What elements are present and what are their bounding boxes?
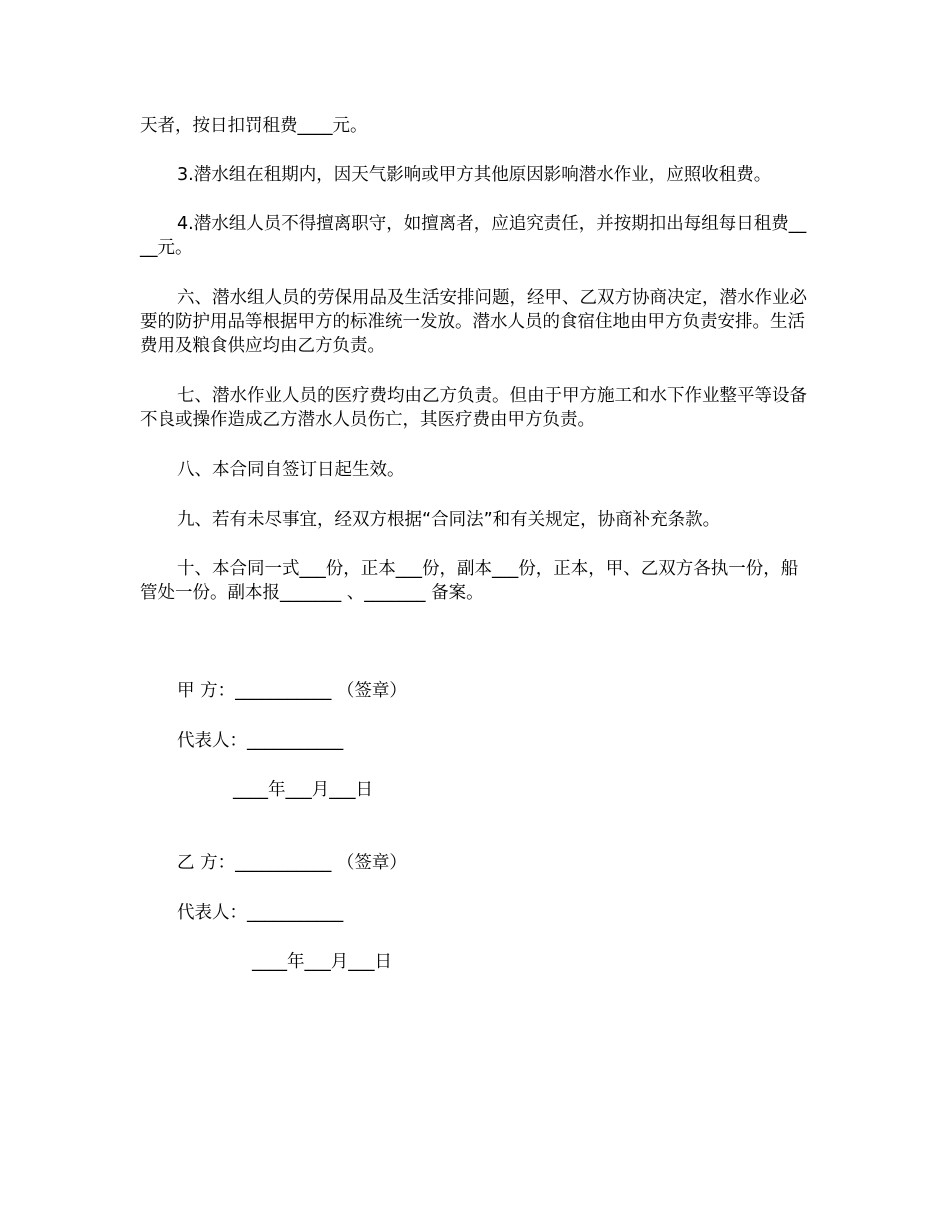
- paragraph-article-6: 六、潜水组人员的劳保用品及生活安排问题，经甲、乙双方协商决定，潜水作业必要的防护用品等根据甲方的标准统一发放。潜水人员的食宿住地由甲方负责安排。生活费用及粮食供应均由乙方负责。: [140, 288, 807, 356]
- party-a-representative-line: 代表人：___________: [177, 731, 344, 751]
- paragraph-article-8: 八、本合同自签订日起生效。: [177, 460, 405, 480]
- paragraph-article-10: 十、本合同一式___份，正本___份，副本___份，正本，甲、乙双方各执一份，船管处一份。副本报_______ 、_______ 备案。: [140, 559, 799, 603]
- party-b-date-line: ____年___月___日: [252, 952, 392, 972]
- paragraph-article-7: 七、潜水作业人员的医疗费均由乙方负责。但由于甲方施工和水下作业整平等设备不良或操作造成乙方潜水人员伤亡，其医疗费由甲方负责。: [140, 386, 807, 430]
- paragraph-penalty-continuation: 天者，按日扣罚租费____元。: [140, 116, 368, 136]
- paragraph-article-9: 九、若有未尽事宜，经双方根据“合同法”和有关规定，协商补充条款。: [177, 510, 721, 530]
- party-a-date-line: ____年___月___日: [233, 780, 373, 800]
- paragraph-clause-3: 3.潜水组在租期内，因天气影响或甲方其他原因影响潜水作业，应照收租费。: [177, 165, 772, 185]
- party-a-name-line: 甲 方：___________ （签章）: [177, 681, 407, 701]
- party-b-name-line: 乙 方：___________ （签章）: [177, 853, 407, 873]
- paragraph-clause-4: 4.潜水组人员不得擅离职守，如擅离者，应追究责任，并按期扣出每组每日租费____元。: [140, 214, 807, 258]
- party-b-representative-line: 代表人：___________: [177, 903, 344, 923]
